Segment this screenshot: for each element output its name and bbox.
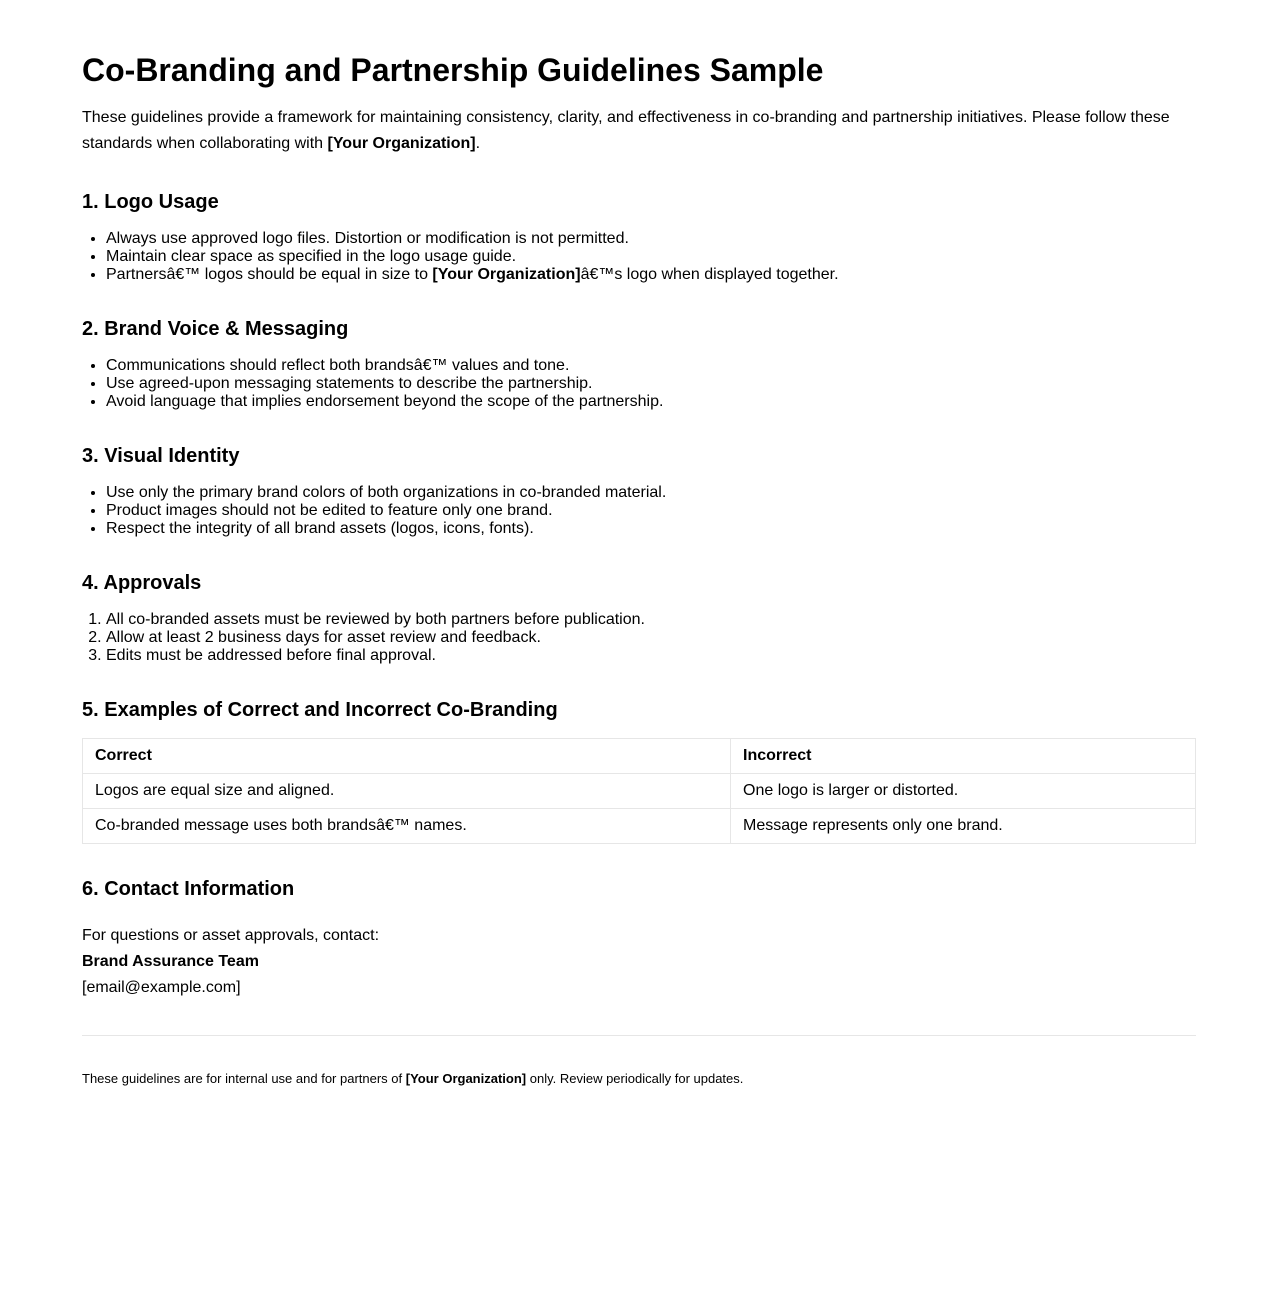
list-item-text: Use agreed-upon messaging statements to describe the partnership. xyxy=(106,375,593,392)
contact-intro: For questions or asset approvals, contact: xyxy=(82,927,380,944)
list-item xyxy=(106,375,1196,393)
page-title: Co-Branding and Partnership Guidelines Sample xyxy=(82,52,824,88)
logo-usage-list xyxy=(82,230,1196,284)
section-heading-visual-identity: 3. Visual Identity xyxy=(82,445,240,467)
list-item-text: Product images should not be edited to feature only one brand. xyxy=(106,502,553,519)
intro-paragraph xyxy=(82,105,1196,157)
list-item-text: Use only the primary brand colors of both organizations in co-branded material. xyxy=(106,484,667,501)
footer-note xyxy=(82,1071,1196,1087)
list-item-text: All co-branded assets must be reviewed by both partners before publication. xyxy=(106,611,645,628)
intro-text-end: . xyxy=(475,135,481,152)
list-item-text: Communications should reflect both brandsâ€™ values and tone. xyxy=(106,357,570,374)
list-item-text: Edits must be addressed before final approval. xyxy=(106,647,436,664)
footer-text: These guidelines are for internal use and for partners of xyxy=(82,1071,406,1086)
team-name: Brand Assurance Team xyxy=(82,953,259,970)
list-item xyxy=(106,647,1196,665)
approvals-list xyxy=(82,611,1196,665)
list-item xyxy=(106,393,1196,411)
list-item-text: â€™s logo when displayed together. xyxy=(580,266,839,283)
list-item xyxy=(106,230,1196,248)
section-heading-brand-voice: 2. Brand Voice & Messaging xyxy=(82,318,349,340)
section-heading-logo-usage: 1. Logo Usage xyxy=(82,191,219,213)
table-row xyxy=(83,809,1196,844)
list-item xyxy=(106,629,1196,647)
list-item-text: Maintain clear space as specified in the logo usage guide. xyxy=(106,248,517,265)
table-cell: One logo is larger or distorted. xyxy=(731,774,1196,809)
divider xyxy=(82,1035,1196,1036)
table-header-row xyxy=(83,739,1196,774)
contact-email: [email@example.com] xyxy=(82,979,241,996)
footer-org: [Your Organization] xyxy=(405,1071,527,1086)
intro-text: These guidelines provide a framework for maintaining consistency, clarity, and effectiveness in co-branding and partnership initiatives. Please follow these standards when collaborating with xyxy=(82,109,1170,152)
list-item xyxy=(106,611,1196,629)
section-heading-contact: 6. Contact Information xyxy=(82,878,295,900)
guideline-sections xyxy=(82,190,1196,665)
contact-info xyxy=(82,923,1196,1001)
list-item xyxy=(106,502,1196,520)
intro-org: [Your Organization] xyxy=(327,135,476,152)
list-item xyxy=(106,357,1196,375)
list-item-text: Avoid language that implies endorsement beyond the scope of the partnership. xyxy=(106,393,664,410)
brand-voice-list xyxy=(82,357,1196,411)
list-item xyxy=(106,248,1196,266)
list-item-text: Respect the integrity of all brand assets (logos, icons, fonts). xyxy=(106,520,534,537)
header-incorrect: Incorrect xyxy=(731,739,1196,774)
table-row xyxy=(83,774,1196,809)
list-item xyxy=(106,266,1196,284)
list-item xyxy=(106,484,1196,502)
document xyxy=(82,0,1196,1087)
section-heading-examples: 5. Examples of Correct and Incorrect Co-Branding xyxy=(82,699,558,721)
header-correct: Correct xyxy=(83,739,731,774)
list-item-text: Partnersâ€™ logos should be equal in size to xyxy=(106,266,433,283)
examples-table xyxy=(82,738,1196,844)
table-cell: Logos are equal size and aligned. xyxy=(83,774,731,809)
org-name: [Your Organization] xyxy=(432,266,581,283)
footer-text-end: only. Review periodically for updates. xyxy=(526,1071,744,1086)
table-cell: Co-branded message uses both brandsâ€™ names. xyxy=(83,809,731,844)
section-heading-approvals: 4. Approvals xyxy=(82,572,202,594)
list-item-text: Always use approved logo files. Distortion or modification is not permitted. xyxy=(106,230,629,247)
list-item-text: Allow at least 2 business days for asset review and feedback. xyxy=(106,629,541,646)
table-cell: Message represents only one brand. xyxy=(731,809,1196,844)
contact-team xyxy=(82,949,1196,975)
list-item xyxy=(106,520,1196,538)
visual-identity-list xyxy=(82,484,1196,538)
